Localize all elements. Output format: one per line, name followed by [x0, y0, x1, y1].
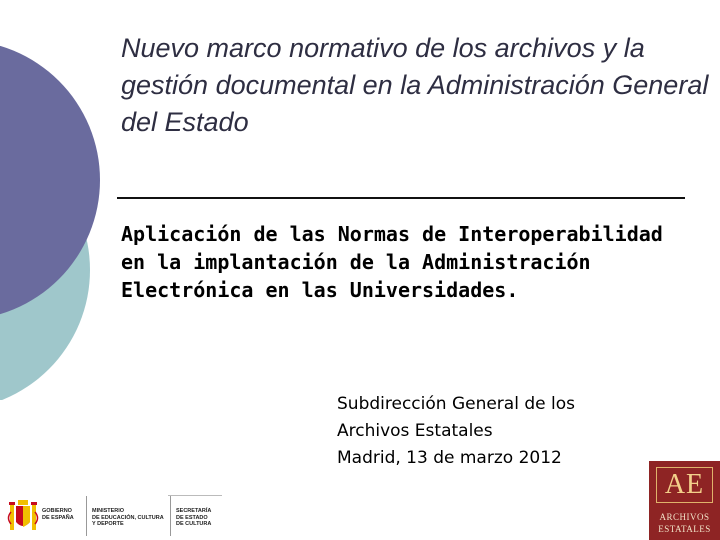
- decorative-circles: [0, 0, 110, 400]
- logo-separator: [86, 496, 87, 536]
- info-line-unit: Archivos Estatales: [337, 421, 493, 441]
- logo-baseline: [168, 495, 222, 496]
- info-line-organization: Subdirección General de los: [337, 394, 575, 414]
- slide-subtitle: Aplicación de las Normas de Interoperabilidad en la implantación de la Administración Electrónica en las Universidades.: [121, 222, 663, 302]
- presenter-info: [337, 391, 667, 472]
- archivos-line2: ESTATALES: [658, 524, 711, 534]
- title-divider: [117, 197, 685, 199]
- ae-monogram: AE: [664, 469, 705, 500]
- gobierno-label: GOBIERNO DE ESPAÑA: [42, 508, 74, 521]
- ae-monogram-frame: [656, 467, 713, 503]
- logo-separator: [170, 496, 171, 536]
- info-line-date: Madrid, 13 de marzo 2012: [337, 448, 562, 468]
- ministerio-label: MINISTERIO DE EDUCACIÓN, CULTURA Y DEPORTE: [92, 508, 164, 527]
- archivos-estatales-logo: [649, 461, 720, 540]
- secretaria-label: SECRETARÍA DE ESTADO DE CULTURA: [176, 508, 212, 527]
- coat-of-arms-icon: [6, 498, 40, 536]
- slide-title: Nuevo marco normativo de los archivos y la gestión documental en la Administración General del Estado: [121, 33, 709, 137]
- archivos-line1: ARCHIVOS: [659, 512, 710, 522]
